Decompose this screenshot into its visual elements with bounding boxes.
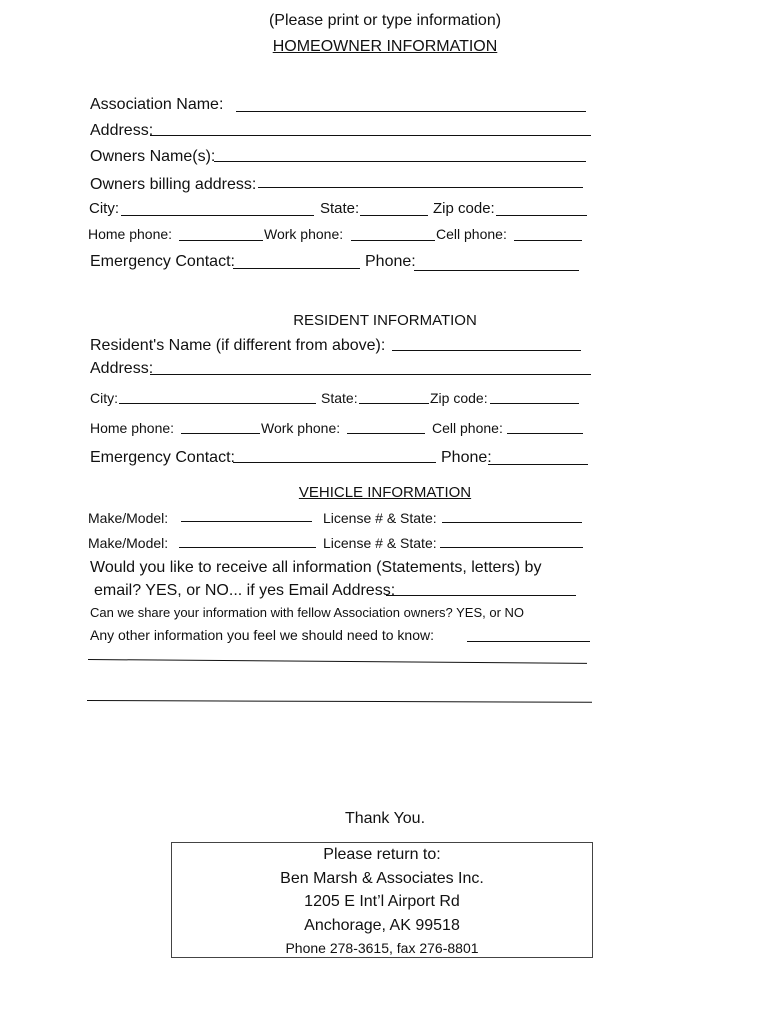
make-model-2-label: Make/Model:: [88, 535, 169, 551]
cell-phone-label: Cell phone:: [436, 226, 507, 242]
return-address-box: [171, 842, 593, 958]
resident-emergency-phone-label: Phone:: [441, 449, 492, 466]
form-instruction: (Please print or type information): [268, 12, 502, 29]
resident-address-field[interactable]: [150, 374, 591, 375]
other-info-label: Any other information you feel we should need to know:: [90, 627, 434, 643]
resident-work-phone-field[interactable]: [347, 433, 425, 434]
cell-phone-field[interactable]: [514, 240, 582, 241]
homeowner-section-title: HOMEOWNER INFORMATION: [272, 38, 498, 55]
resident-cell-phone-label: Cell phone:: [432, 420, 503, 436]
resident-cell-phone-field[interactable]: [507, 433, 583, 434]
license-1-field[interactable]: [442, 522, 582, 523]
address-field[interactable]: [150, 135, 591, 136]
resident-zip-field[interactable]: [490, 403, 579, 404]
vehicle-section-title: VEHICLE INFORMATION: [298, 484, 472, 501]
license-2-field[interactable]: [440, 547, 583, 548]
resident-emergency-contact-field[interactable]: [233, 462, 436, 463]
state-field[interactable]: [360, 215, 428, 216]
other-info-extra-line-1[interactable]: [88, 659, 587, 664]
resident-home-phone-field[interactable]: [181, 433, 260, 434]
resident-state-field[interactable]: [359, 403, 429, 404]
billing-address-label: Owners billing address:: [90, 176, 257, 193]
city-state-zip: Anchorage, AK 99518: [304, 917, 460, 934]
resident-home-phone-label: Home phone:: [90, 420, 175, 436]
resident-name-field[interactable]: [392, 350, 581, 351]
other-info-field[interactable]: [467, 641, 590, 642]
license-1-label: License # & State:: [323, 510, 437, 526]
resident-work-phone-label: Work phone:: [261, 420, 341, 436]
resident-emergency-contact-label: Emergency Contact:: [90, 449, 235, 466]
association-name-label: Association Name:: [90, 96, 224, 113]
work-phone-field[interactable]: [351, 240, 435, 241]
resident-city-label: City:: [90, 390, 118, 406]
emergency-contact-field[interactable]: [233, 268, 360, 269]
resident-address-label: Address:: [90, 360, 154, 377]
make-model-2-field[interactable]: [179, 547, 316, 548]
share-question: Can we share your information with fellow Association owners? YES, or NO: [90, 605, 525, 620]
city-field[interactable]: [121, 215, 314, 216]
owners-names-label: Owners Name(s):: [90, 148, 216, 165]
address-label: Address:: [90, 122, 154, 139]
license-2-label: License # & State:: [323, 535, 437, 551]
state-label: State:: [320, 200, 360, 217]
resident-emergency-phone-field[interactable]: [488, 464, 588, 465]
company-name: Ben Marsh & Associates Inc.: [280, 870, 484, 887]
make-model-1-label: Make/Model:: [88, 510, 169, 526]
resident-section-title: RESIDENT INFORMATION: [293, 312, 477, 329]
home-phone-field[interactable]: [179, 240, 263, 241]
zip-field[interactable]: [496, 215, 587, 216]
return-to-label: Please return to:: [323, 846, 441, 863]
emergency-phone-field[interactable]: [414, 270, 579, 271]
home-phone-label: Home phone:: [88, 226, 173, 242]
street-address: 1205 E Int’l Airport Rd: [304, 893, 460, 910]
work-phone-label: Work phone:: [264, 226, 344, 242]
billing-address-field[interactable]: [258, 187, 583, 188]
email-question-line2: email? YES, or NO... if yes Email Address:: [94, 582, 396, 599]
association-name-field[interactable]: [236, 111, 586, 112]
other-info-extra-line-2[interactable]: [87, 700, 592, 703]
emergency-phone-label: Phone:: [365, 253, 416, 270]
email-question-line1: Would you like to receive all information (Statements, letters) by: [90, 559, 542, 576]
resident-zip-label: Zip code:: [430, 390, 488, 406]
zip-label: Zip code:: [433, 200, 495, 217]
phone-fax: Phone 278-3615, fax 276-8801: [285, 940, 479, 956]
city-label: City:: [89, 200, 119, 217]
resident-state-label: State:: [321, 390, 358, 406]
make-model-1-field[interactable]: [181, 521, 312, 522]
thank-you: Thank You.: [344, 810, 426, 827]
resident-city-field[interactable]: [119, 403, 316, 404]
owners-names-field[interactable]: [214, 161, 586, 162]
resident-name-label: Resident's Name (if different from above):: [90, 337, 386, 354]
email-address-field[interactable]: [386, 595, 576, 596]
emergency-contact-label: Emergency Contact:: [90, 253, 235, 270]
